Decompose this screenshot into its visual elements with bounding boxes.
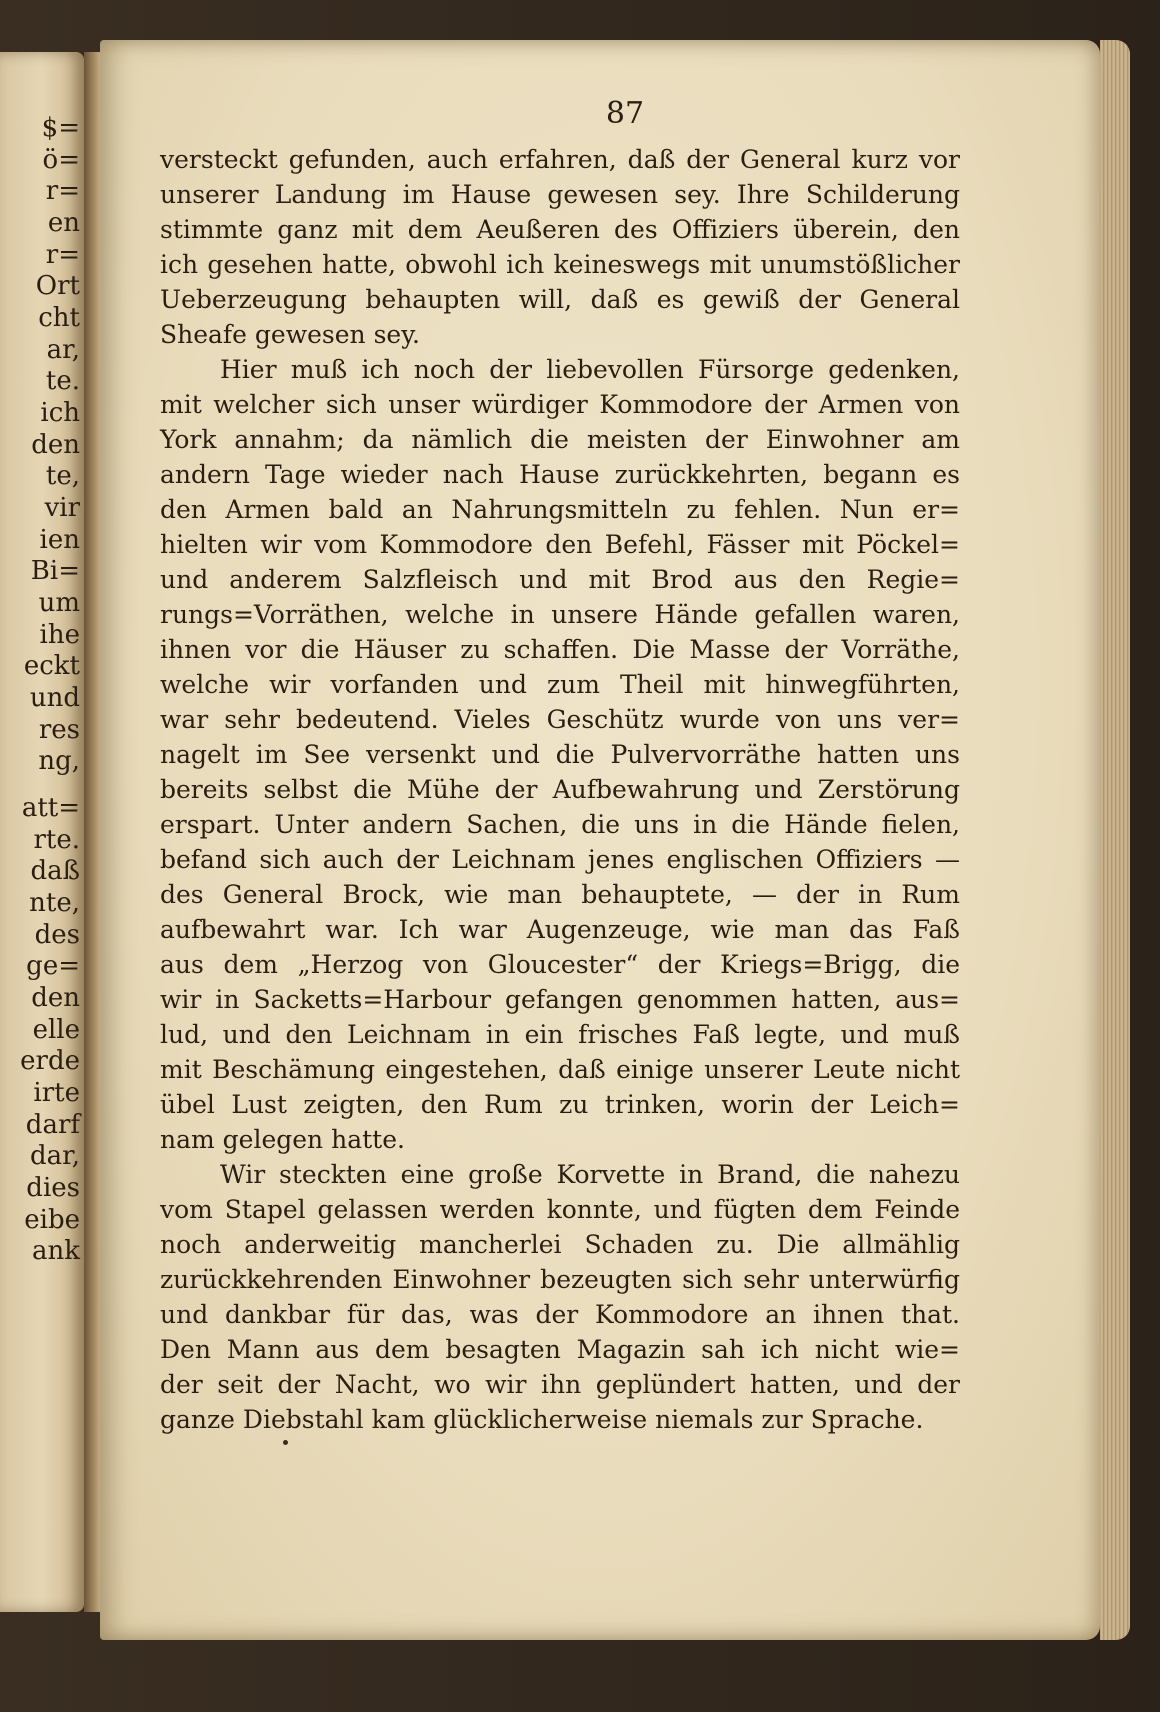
left-page-fragment: att=: [21, 793, 80, 823]
ink-speck: [283, 1440, 288, 1445]
text-line: lud, und den Leichnam in ein frisches Faß legte, und muß: [160, 1020, 960, 1049]
left-page-fragment: nte,: [29, 888, 80, 918]
left-page-fragment: erde: [20, 1046, 80, 1076]
left-page-fragment: den: [31, 430, 80, 460]
text-line: der seit der Nacht, wo wir ihn geplündert hatten, und der: [160, 1370, 960, 1399]
left-page-fragment: r=: [45, 176, 80, 206]
text-line: stimmte ganz mit dem Aeußeren des Offiziers überein, den: [160, 215, 960, 244]
left-page-fragment: ich: [40, 398, 80, 428]
text-line: aufbewahrt war. Ich war Augenzeuge, wie man das Faß: [160, 915, 960, 944]
left-page-fragment: res: [38, 715, 80, 745]
left-page-fragment: te.: [45, 366, 80, 396]
left-page-fragment: $=: [41, 113, 80, 143]
text-line: und anderem Salzfleisch und mit Brod aus den Regie=: [160, 565, 960, 594]
text-line: Ueberzeugung behaupten will, daß es gewiß der General: [160, 285, 960, 314]
text-line: ihnen vor die Häuser zu schaffen. Die Masse der Vorräthe,: [160, 635, 960, 664]
text-line: befand sich auch der Leichnam jenes englischen Offiziers —: [160, 845, 960, 874]
left-page-fragment: und: [29, 683, 80, 713]
text-line: unserer Landung im Hause gewesen sey. Ihre Schilderung: [160, 180, 960, 209]
left-page-fragment: eckt: [23, 651, 80, 681]
text-line: noch anderweitig mancherlei Schaden zu. Die allmählig: [160, 1230, 960, 1259]
right-page: [100, 40, 1100, 1640]
left-page-fragment: ien: [39, 525, 80, 555]
left-page-fragment: te,: [45, 461, 80, 491]
text-line: erspart. Unter andern Sachen, die uns in die Hände fielen,: [160, 810, 960, 839]
text-line: mit Beschämung eingestehen, daß einige unserer Leute nicht: [160, 1055, 960, 1084]
left-page-fragment: des: [34, 920, 80, 950]
left-page-fragment: Ort: [35, 271, 80, 301]
text-line: rungs=Vorräthen, welche in unsere Hände gefallen waren,: [160, 600, 960, 629]
left-page-fragment: ng,: [38, 746, 80, 776]
text-line: den Armen bald an Nahrungsmitteln zu fehlen. Nun er=: [160, 495, 960, 524]
text-line: versteckt gefunden, auch erfahren, daß der General kurz vor: [160, 145, 960, 174]
left-page-fragment: dar,: [30, 1141, 80, 1171]
text-line: nam gelegen hatte.: [160, 1125, 405, 1154]
text-line: Hier muß ich noch der liebevollen Fürsorge gedenken,: [220, 355, 960, 384]
text-line: ganze Diebstahl kam glücklicherweise niemals zur Sprache.: [160, 1405, 924, 1434]
text-line: zurückkehrenden Einwohner bezeugten sich sehr unterwürfig: [160, 1265, 960, 1294]
left-page-fragment: rte.: [33, 825, 80, 855]
left-page-fragment: um: [38, 588, 80, 618]
text-line: hielten wir vom Kommodore den Befehl, Fässer mit Pöckel=: [160, 530, 960, 559]
text-line: ich gesehen hatte, obwohl ich keineswegs mit unumstößlicher: [160, 250, 960, 279]
left-page-fragment: Bi=: [30, 556, 80, 586]
text-line: wir in Sacketts=Harbour gefangen genommen hatten, aus=: [160, 985, 960, 1014]
left-page-fragment: ihe: [39, 620, 80, 650]
text-block: [160, 142, 960, 1437]
text-line: Den Mann aus dem besagten Magazin sah ich nicht wie=: [160, 1335, 960, 1364]
left-page-fragment: den: [31, 983, 80, 1013]
page-number: 87: [605, 96, 645, 131]
text-line: und dankbar für das, was der Kommodore an ihnen that.: [160, 1300, 960, 1329]
left-page-fragment: ank: [31, 1236, 80, 1266]
text-line: Sheafe gewesen sey.: [160, 320, 420, 349]
left-page-fragment: r=: [45, 240, 80, 270]
left-page-fragment: ge=: [26, 951, 80, 981]
text-line: aus dem „Herzog von Gloucester“ der Kriegs=Brigg, die: [160, 950, 960, 979]
left-page-fragment: vir: [44, 493, 80, 523]
page-edge-stack: [1100, 40, 1130, 1640]
text-line: andern Tage wieder nach Hause zurückkehrten, begann es: [160, 460, 960, 489]
left-page-fragment: elle: [32, 1015, 80, 1045]
left-page-fragment: en: [47, 208, 80, 238]
left-page-fragment: irte: [33, 1078, 80, 1108]
left-page-fragment: ar,: [46, 335, 80, 365]
text-line: mit welcher sich unser würdiger Kommodore der Armen von: [160, 390, 960, 419]
text-line: welche wir vorfanden und zum Theil mit hinwegführten,: [160, 670, 960, 699]
left-page-fragment: eibe: [24, 1205, 80, 1235]
left-page-fragment: darf: [25, 1110, 80, 1140]
text-line: bereits selbst die Mühe der Aufbewahrung und Zerstörung: [160, 775, 960, 804]
text-line: des General Brock, wie man behauptete, — der in Rum: [160, 880, 960, 909]
text-line: Wir steckten eine große Korvette in Brand, die nahezu: [220, 1160, 960, 1189]
left-page-fragment: dies: [26, 1173, 80, 1203]
left-page-fragment: ö=: [42, 145, 80, 175]
left-page-fragment: cht: [38, 303, 80, 333]
text-line: nagelt im See versenkt und die Pulvervorräthe hatten uns: [160, 740, 960, 769]
text-line: vom Stapel gelassen werden konnte, und fügten dem Feinde: [160, 1195, 960, 1224]
left-page-edge: [0, 52, 84, 1612]
text-line: York annahm; da nämlich die meisten der Einwohner am: [160, 425, 960, 454]
left-page-fragment: daß: [30, 856, 80, 886]
text-line: war sehr bedeutend. Vieles Geschütz wurde von uns ver=: [160, 705, 960, 734]
text-line: übel Lust zeigten, den Rum zu trinken, worin der Leich=: [160, 1090, 960, 1119]
